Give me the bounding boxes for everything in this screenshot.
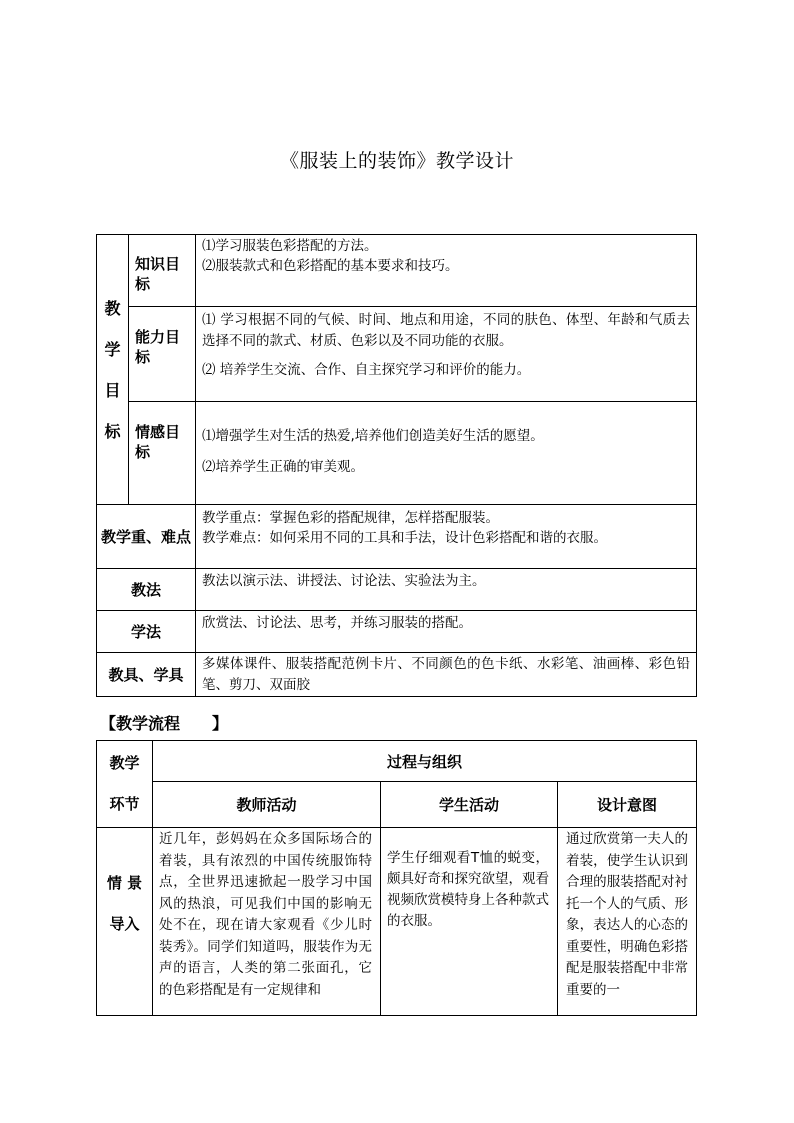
ability-objective-label: 能力目标 — [129, 307, 196, 402]
student-activity-cell: 学生仔细观看T恤的蜕变，颇具好奇和探究欲望，观看视频欣赏模特身上各种款式的衣服。 — [381, 828, 558, 1016]
knowledge-objective-content: ⑴学习服装色彩搭配的方法。 ⑵服装款式和色彩搭配的基本要求和技巧。 — [196, 235, 697, 307]
student-activity-header: 学生活动 — [381, 782, 558, 828]
key-points-label: 教学重、难点 — [97, 505, 196, 569]
objectives-group-label: 教 学 目 标 — [97, 235, 129, 505]
stage-label: 情 景 导入 — [97, 828, 153, 1016]
document-title: 《服装上的装饰》教学设计 — [279, 150, 514, 172]
stage-header: 教学 环节 — [97, 741, 153, 828]
design-intent-cell: 通过欣赏第一夫人的着装，使学生认识到合理的服装搭配对衬托一个人的气质、形象，表达人的心态的重要性，明确色彩搭配是服装搭配中非常重要的一 — [558, 828, 697, 1016]
tools-label: 教具、学具 — [97, 653, 196, 697]
tools-content: 多媒体课件、服装搭配范例卡片、不同颜色的色卡纸、水彩笔、油画棒、彩色铅笔、剪刀、双面胶 — [196, 653, 697, 697]
emotion-objective-label: 情感目标 — [129, 402, 196, 505]
flow-heading: 【教学流程 】 — [100, 714, 229, 733]
objectives-table — [96, 234, 697, 697]
learning-method-content: 欣赏法、讨论法、思考，并练习服装的搭配。 — [196, 611, 697, 653]
learning-method-label: 学法 — [97, 611, 196, 653]
teaching-method-content: 教法以演示法、讲授法、讨论法、实验法为主。 — [196, 569, 697, 611]
knowledge-objective-label: 知识目标 — [129, 235, 196, 307]
emotion-objective-content: ⑴增强学生对生活的热爱,培养他们创造美好生活的愿望。 ⑵培养学生正确的审美观。 — [196, 402, 697, 505]
process-header: 过程与组织 — [153, 741, 697, 782]
teaching-method-label: 教法 — [97, 569, 196, 611]
key-points-content: 教学重点：掌握色彩的搭配规律，怎样搭配服装。 教学难点：如何采用不同的工具和手法，设计色彩搭配和谐的衣服。 — [196, 505, 697, 569]
ability-objective-content: ⑴ 学习根据不同的气候、时间、地点和用途，不同的肤色、体型、年龄和气质去选择不同的款式、材质、色彩以及不同功能的衣服。 ⑵ 培养学生交流、合作、自主探究学习和评价的能力。 — [196, 307, 697, 402]
teacher-activity-cell: 近几年，彭妈妈在众多国际场合的着装，具有浓烈的中国传统服饰特点，全世界迅速掀起一股学习中国风的热浪，可见我们中国的影响无处不在，现在请大家观看《少儿时装秀》。同学们知道吗，服装作为无声的语言，人类的第二张面孔，它的色彩搭配是有一定规律和 — [153, 828, 381, 1016]
design-intent-header: 设计意图 — [558, 782, 697, 828]
teacher-activity-header: 教师活动 — [153, 782, 381, 828]
flow-table — [96, 740, 697, 1016]
